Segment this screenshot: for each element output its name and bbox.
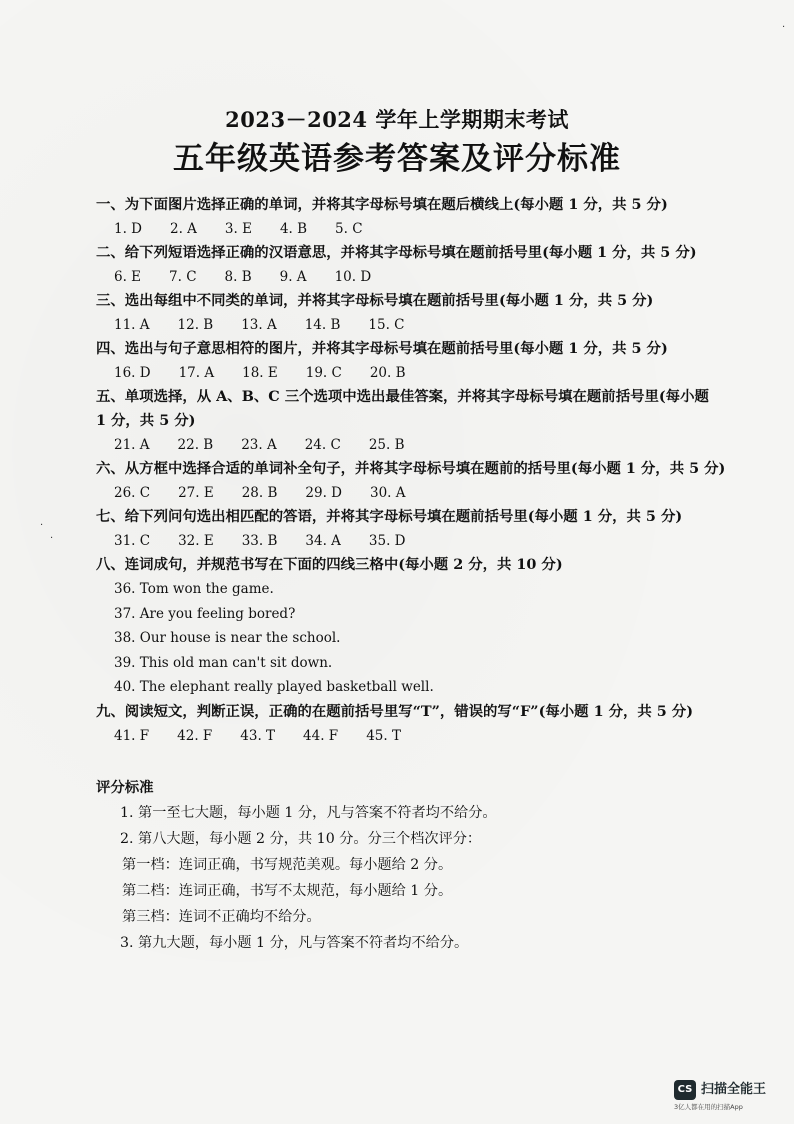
grading-title: 评分标准 [96,779,154,796]
answer-item: 35. D [368,533,406,549]
answer-item: 25. B [368,437,405,453]
answer-item: 33. B [241,533,278,549]
section-heading: 一、为下面图片选择正确的单词，并将其字母标号填在题后横线上(每小题 1 分，共 5 分) [96,196,668,213]
answer-item: 19. C [305,365,342,381]
section-8 [96,553,736,700]
section-6 [96,457,736,505]
answer-item: 16. D [114,365,151,381]
grading-line: 第二档：连词正确，书写不太规范，每小题给 1 分。 [122,883,453,899]
scan-speck: · [782,22,786,33]
answer-row [96,724,736,748]
answer-item: 26. C [114,485,151,501]
grading-line: 1. 第一至七大题，每小题 1 分，凡与答案不符者均不给分。 [120,805,497,821]
answer-item: 14. B [304,317,341,333]
answer-item: 41. F [114,727,150,744]
section-heading: 四、选出与句子意思相符的图片，并将其字母标号填在题前括号里(每小题 1 分，共 5 分) [96,340,668,357]
answer-item: 31. C [114,533,151,549]
answer-item: 21. A [114,437,150,453]
scanner-watermark [674,1078,784,1112]
answer-sentence: 39. This old man can't sit down. [114,654,333,671]
answer-item: 30. A [370,485,406,501]
section-5 [96,385,736,457]
watermark-name: 扫描全能王 [701,1082,767,1097]
answer-item: 45. T [366,727,401,744]
answer-item: 27. E [178,485,214,501]
section-1 [96,193,736,241]
answer-sentence: 38. Our house is near the school. [114,630,341,646]
answer-item: 8. B [224,269,252,285]
answer-row [96,217,736,241]
answer-item: 43. T [240,727,276,744]
section-heading: 六、从方框中选择合适的单词补全句子，并将其字母标号填在题前的括号里(每小题 1 分，共 5 分) [96,460,726,477]
answer-item: 5. C [335,221,363,237]
answer-item: 17. A [178,365,215,381]
section-3 [96,289,736,337]
grading-line: 第三档：连词不正确均不给分。 [122,909,321,925]
section-heading: 七、给下列问句选出相匹配的答语，并将其字母标号填在题前括号里(每小题 1 分，共 5 分) [96,508,683,525]
answer-item: 20. B [369,365,406,381]
watermark-tagline: 3亿人都在用的扫描App [674,1103,743,1111]
answer-item: 44. F [303,727,339,744]
answer-sections [96,193,736,748]
scan-speck: · [50,533,54,544]
scan-speck: · [40,520,44,531]
answer-sentence: 40. The elephant really played basketball well. [114,679,434,695]
answer-item: 23. A [241,437,277,453]
section-heading: 二、给下列短语选择正确的汉语意思，并将其字母标号填在题前括号里(每小题 1 分，共 5 分) [96,244,697,261]
answer-item: 15. C [368,317,405,333]
answer-row [96,361,736,385]
section-9 [96,700,736,748]
document-title: 五年级英语参考答案及评分标准 [173,141,621,177]
section-heading: 九、阅读短文，判断正误，正确的在题前括号里写“T”，错误的写“F”(每小题 1 分，共 5 分) [96,702,694,720]
answer-item: 1. D [114,221,142,237]
answer-sentence: 37. Are you feeling bored? [114,605,296,622]
answer-item: 34. A [305,533,341,549]
answer-item: 18. E [242,365,278,381]
answer-item: 12. B [177,317,214,333]
answer-item: 22. B [177,437,214,453]
answer-row [96,481,736,505]
answer-row [96,313,736,337]
grading-criteria [96,776,696,956]
answer-item: 2. A [170,221,197,237]
answer-item: 42. F [177,727,213,744]
answer-item: 29. D [305,485,342,501]
answer-row [96,529,736,553]
answer-item: 32. E [178,533,214,549]
answer-row [96,265,736,289]
answer-item: 10. D [334,269,372,285]
camscanner-logo-icon: CS [674,1080,696,1100]
answer-item: 24. C [304,437,341,453]
answer-item: 11. A [114,317,150,333]
section-heading: 三、选出每组中不同类的单词，并将其字母标号填在题前括号里(每小题 1 分，共 5 分) [96,292,654,309]
grading-line: 2. 第八大题，每小题 2 分，共 10 分。分三个档次评分： [120,831,482,847]
section-heading: 八、连词成句，并规范书写在下面的四线三格中(每小题 2 分，共 10 分) [96,556,563,573]
section-7 [96,505,736,553]
answer-item: 3. E [224,221,252,237]
answer-item: 9. A [279,269,307,285]
exam-title: 2023－2024 学年上学期期末考试 [225,107,569,132]
answer-sentence: 36. Tom won the game. [114,581,274,597]
answer-item: 6. E [114,269,142,285]
section-2 [96,241,736,289]
answer-item: 13. A [241,317,277,333]
answer-item: 7. C [169,269,197,285]
grading-line: 第一档：连词正确，书写规范美观。每小题给 2 分。 [122,857,453,873]
section-heading: 五、单项选择，从 A、B、C 三个选项中选出最佳答案，并将其字母标号填在题前括号里(每小题 1 分，共 5 分) [96,388,709,429]
grading-line: 3. 第九大题，每小题 1 分，凡与答案不符者均不给分。 [120,935,469,951]
answer-item: 28. B [241,485,278,501]
section-4 [96,337,736,385]
answer-item: 4. B [279,221,308,237]
answer-row [96,433,736,457]
